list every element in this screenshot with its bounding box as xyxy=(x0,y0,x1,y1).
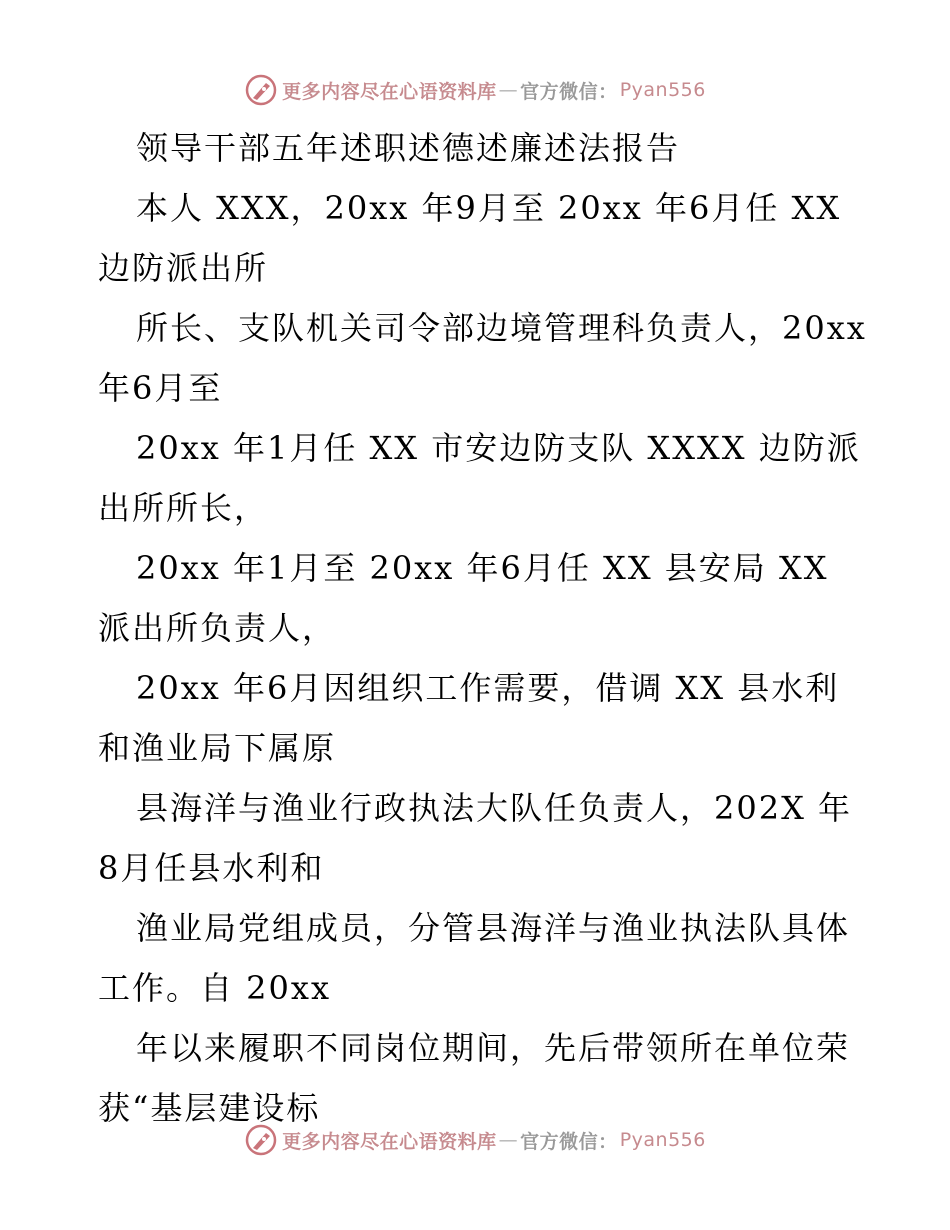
text-line: 年以来履职不同岗位期间，先后带领所在单位荣 xyxy=(136,1029,851,1067)
watermark-site-text: 更多内容尽在心语资料库 xyxy=(282,80,497,103)
text-line: 派出所负责人， xyxy=(98,609,337,647)
pen-nib-logo-icon xyxy=(244,73,278,107)
document-body xyxy=(98,118,867,1138)
text-line: 县海洋与渔业行政执法大队任负责人，202X 年 xyxy=(136,789,853,827)
text-line: 边防派出所 xyxy=(98,249,269,287)
text-line: 和渔业局下属原 xyxy=(98,729,337,767)
text-line: 工作。自 20xx xyxy=(98,969,331,1007)
text-line: 本人 XXX，20xx 年9月至 20xx 年6月任 XX xyxy=(136,189,842,227)
text-line: 获“基层建设标 xyxy=(98,1089,321,1127)
footer-watermark xyxy=(0,1120,950,1160)
text-line: 领导干部五年述职述德述廉述法报告 xyxy=(136,129,681,167)
text-line: 20xx 年6月因组织工作需要，借调 XX 县水利 xyxy=(136,669,840,707)
header-watermark xyxy=(0,70,950,110)
pen-nib-logo-icon xyxy=(244,1123,278,1157)
text-line: 8月任县水利和 xyxy=(98,849,325,887)
text-line: 20xx 年1月至 20xx 年6月任 XX 县安局 XX xyxy=(136,549,829,587)
text-line: 年6月至 xyxy=(98,369,223,407)
watermark-dash: — xyxy=(498,79,519,101)
watermark-official-label: 官方微信： xyxy=(520,1130,618,1153)
watermark-dash: — xyxy=(498,1129,519,1151)
text-line: 渔业局党组成员，分管县海洋与渔业执法队具体 xyxy=(136,909,851,947)
text-line: 出所所长， xyxy=(98,489,269,527)
watermark-wechat-id: Pyan556 xyxy=(619,1129,706,1151)
watermark-official-label: 官方微信： xyxy=(520,80,618,103)
watermark-wechat-id: Pyan556 xyxy=(619,79,706,101)
text-line: 所长、支队机关司令部边境管理科负责人，20xx xyxy=(136,309,867,347)
text-line: 20xx 年1月任 XX 市安边防支队 XXXX 边防派 xyxy=(136,429,861,467)
watermark-site-text: 更多内容尽在心语资料库 xyxy=(282,1130,497,1153)
